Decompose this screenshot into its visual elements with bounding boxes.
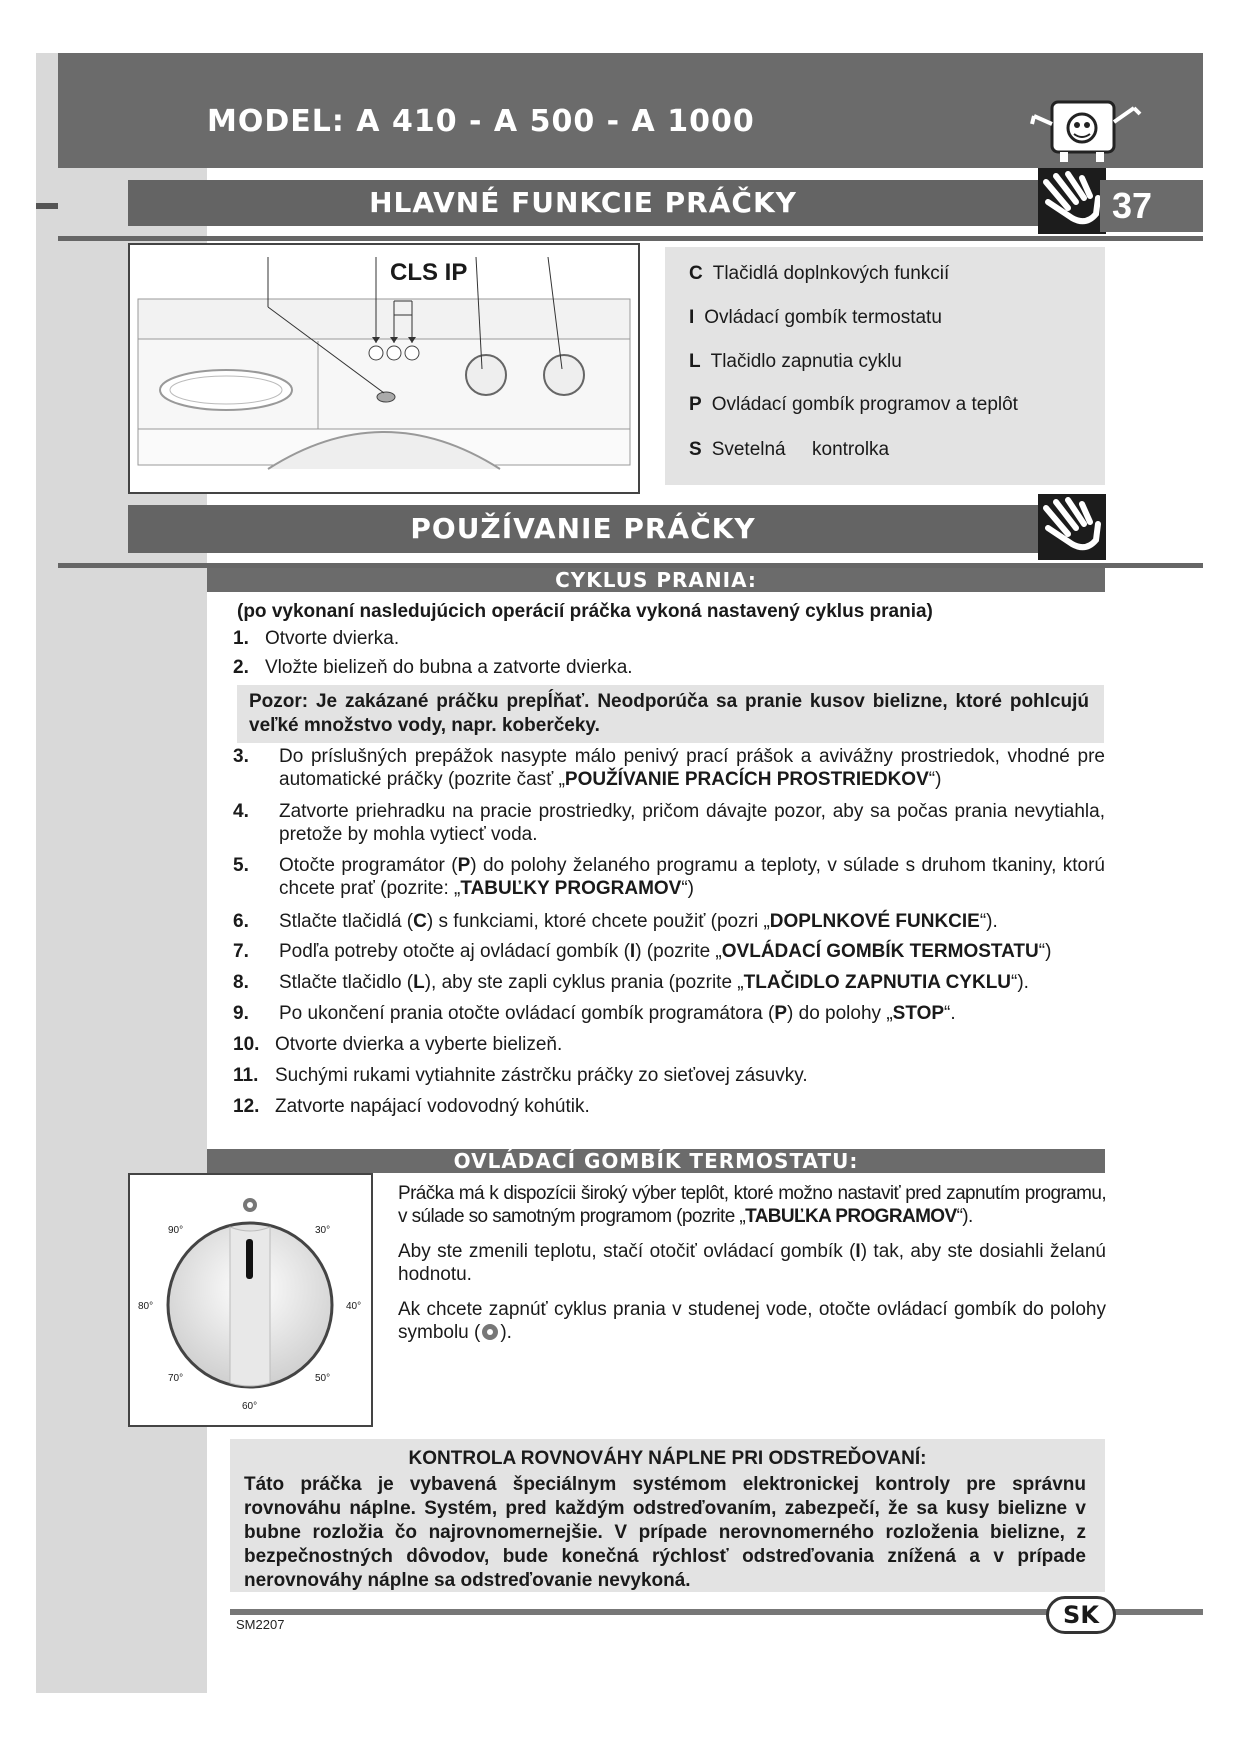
cycle-intro: (po vykonaní nasledujúcich operácií práčka vykoná nastavený cyklus prania): [237, 601, 933, 622]
hand-icon: [1038, 168, 1106, 234]
legend-item: I Ovládací gombík termostatu: [689, 307, 942, 328]
balance-title: KONTROLA ROVNOVÁHY NÁPLNE PRI ODSTREĎOVANÍ:: [408, 1448, 927, 1469]
dial-label: 50°: [315, 1373, 331, 1384]
document-code: SM2207: [236, 1617, 285, 1632]
legend-item: P Ovládací gombík programov a teplôt: [689, 394, 1018, 415]
main-functions-title: HLAVNÉ FUNKCIE PRÁČKY: [369, 186, 797, 219]
thermostat-text: Práčka má k dispozícii široký výber teplôt, ktoré možno nastaviť pred zapnutím programu, v súlade so samotným programom (pozrite „TABUĽKA PROGRAMOV“). Aby ste zmenili teplotu, stačí otočiť ovládací gombík (I) tak, aby ste dosiahli želanú hodnotu. Ak chcete zapnúť cyklus prania v studenej vode, otočte ovládací gombík do polohy symbolu ( ).: [398, 1183, 1106, 1343]
cycle-subtitle: CYKLUS PRANIA:: [207, 568, 1105, 592]
thermostat-dial-diagram: [128, 1173, 373, 1427]
divider-line: [58, 236, 1203, 241]
thermostat-subtitle: OVLÁDACÍ GOMBÍK TERMOSTATU:: [207, 1149, 1105, 1173]
legend-item: L Tlačidlo zapnutia cyklu: [689, 351, 902, 372]
panel-label: CLS IP: [390, 259, 468, 286]
control-panel-diagram: [128, 243, 640, 494]
hand-icon: [1038, 494, 1106, 560]
dial-label: 70°: [168, 1373, 184, 1384]
language-badge: SK: [1046, 1596, 1116, 1634]
step-item: 7. Podľa potreby otočte aj ovládací gombík (I) (pozrite „OVLÁDACÍ GOMBÍK TERMOSTATU“): [233, 941, 1052, 962]
section-title-usage: [128, 505, 1038, 553]
step-item: 9. Po ukončení prania otočte ovládací gombík programátora (P) do polohy „STOP“.: [233, 1003, 956, 1024]
step-item: 2. Vložte bielizeň do bubna a zatvorte dvierka.: [233, 657, 633, 678]
legend-box: [665, 247, 1105, 485]
step-item: 8. Stlačte tlačidlo (L), aby ste zapli cyklus prania (pozrite „TLAČIDLO ZAPNUTIA CYKLU“).: [233, 972, 1029, 993]
step-item: 12. Zatvorte napájací vodovodný kohútik.: [233, 1096, 590, 1117]
washing-machine-mascot-icon: [1030, 94, 1142, 164]
step-item: 5. Otočte programátor (P) do polohy želaného programu a teploty, v súlade s druhom tkaniny, ktorú chcete prať (pozrite: „TABUĽKY PROGRAMOV“): [233, 855, 1106, 899]
step-item: 1. Otvorte dvierka.: [233, 628, 400, 649]
dial-label: 30°: [315, 1225, 331, 1236]
warning-box: Pozor: Je zakázané práčku prepĺňať. Neodporúča sa pranie kusov bielizne, ktoré pohlcujú veľké množstvo vody, napr. koberčeky.: [237, 685, 1104, 743]
model-title: MODEL: A 410 - A 500 - A 1000: [207, 104, 755, 139]
step-item: 4. Zatvorte priehradku na pracie prostriedky, pričom dávajte pozor, aby sa počas prania nevytiahla, pretože by mohla vytiecť voda.: [233, 801, 1105, 845]
dial-label: 60°: [242, 1401, 258, 1412]
balance-text: Táto práčka je vybavená špeciálnym systémom elektronickej kontroly pre správnu rovnováhu náplne. Systém, pred každým odstreďovaním, zabezpečí, že sa kusy bielizne v bubne rozložia čo najrovnomernejšie. V prípade nerovnomerného rozloženia bielizne, z bezpečnostných dôvodov, bude konečná rýchlosť odstreďovania znížená a v prípade nerovnováhy náplne sa odstreďovanie nevykoná.: [244, 1474, 1086, 1591]
cold-wash-symbol-icon: [480, 1322, 500, 1342]
legend-item: C Tlačidlá doplnkových funkcií: [689, 263, 950, 284]
usage-title: POUŽÍVANIE PRÁČKY: [410, 512, 756, 545]
step-item: 3. Do príslušných prepážok nasypte málo penivý prací prášok a avivážny prostriedok, vhodné pre automatické práčky (pozrite časť „POUŽÍVANIE PRACÍCH PROSTRIEDKOV“): [233, 746, 1105, 790]
dial-label: 80°: [138, 1301, 154, 1312]
dial-label: 40°: [346, 1301, 362, 1312]
step-item: 11. Suchými rukami vytiahnite zástrčku práčky zo sieťovej zásuvky.: [233, 1065, 808, 1086]
left-edge-mark: [36, 203, 58, 209]
section-title-main-functions: [128, 180, 1038, 226]
page-number: 37: [1100, 180, 1203, 232]
step-item: 10. Otvorte dvierka a vyberte bielizeň.: [233, 1034, 563, 1055]
legend-item: S Svetelná kontrolka: [689, 439, 890, 460]
step-item: 6. Stlačte tlačidlá (C) s funkciami, ktoré chcete použiť (pozri „DOPLNKOVÉ FUNKCIE“).: [233, 911, 998, 932]
dial-label: 90°: [168, 1225, 184, 1236]
balance-control-box: [230, 1439, 1105, 1592]
